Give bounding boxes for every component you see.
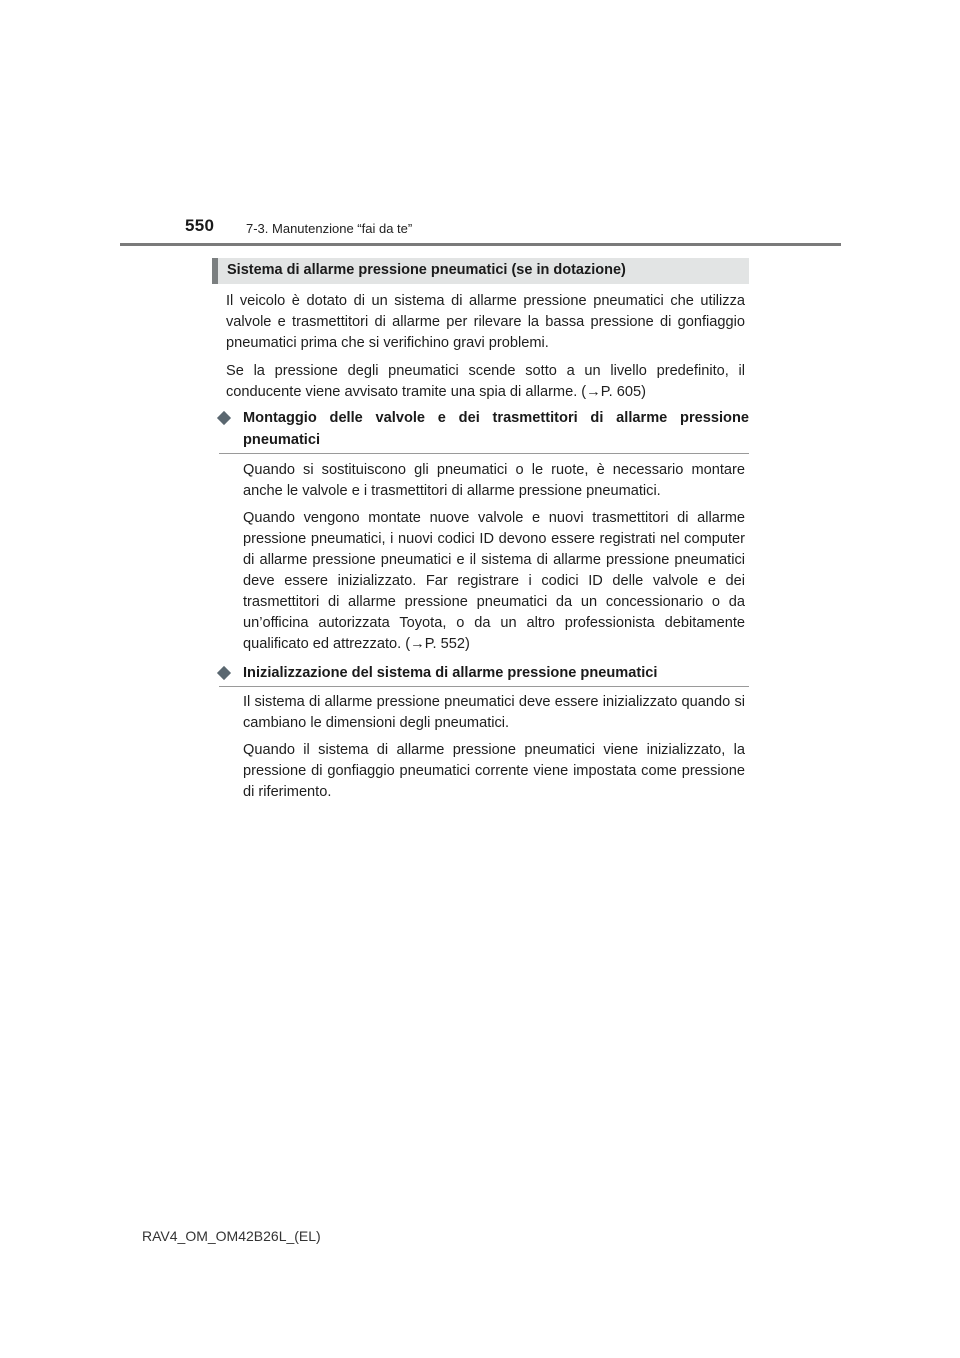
- section-label: 7-3. Manutenzione “fai da te”: [246, 221, 413, 236]
- subsection-heading-1: [219, 407, 749, 451]
- page-number: 550: [185, 216, 215, 235]
- intro-paragraph-2: Se la pressione degli pneumatici scende sotto a un livello predefinito, il conducente viene avvisato tramite una spia di allarme. (→P. 605): [226, 363, 745, 400]
- section-heading: [212, 258, 749, 284]
- diamond-bullet-icon: [217, 666, 231, 680]
- footer-document-code: RAV4_OM_OM42B26L_(EL): [142, 1228, 321, 1244]
- subsection-2-paragraph-2: Quando il sistema di allarme pressione pneumatici viene inizializzato, la pressione di gonfiaggio pneumatici corrente viene impostata come pressione di riferimento.: [243, 742, 745, 800]
- subsection-1-paragraph-2: Quando vengono montate nuove valvole e nuovi trasmettitori di allarme pressione pneumatici, i nuovi codici ID devono essere registrati nel computer di allarme pressione pneumatici e il sistema di allarme pressione pneumatici deve essere inizializzato. Far registrare i codici ID delle valvole e dei trasmettitori di allarme pressione pneumatici da un concessionario o da un’officina autorizzata Toyota, o da un altro professionista debitamente qualificato ed attrezzato. (→P. 552): [243, 510, 745, 652]
- subsection-heading-2-text: Inizializzazione del sistema di allarme pressione pneumatici: [243, 665, 658, 681]
- header-rule: [120, 243, 841, 246]
- section-heading-text: Sistema di allarme pressione pneumatici (se in dotazione): [227, 262, 626, 278]
- subsection-rule-2: [219, 686, 749, 687]
- subsection-1-paragraph-1: Quando si sostituiscono gli pneumatici o le ruote, è necessario montare anche le valvole e i trasmettitori di allarme pressione pneumatici.: [243, 462, 745, 499]
- subsection-rule-1: [219, 453, 749, 454]
- intro-paragraph-1: Il veicolo è dotato di un sistema di allarme pressione pneumatici che utilizza valvole e trasmettitori di allarme per rilevare la bassa pressione di gonfiaggio pneumatici prima che si verifichino gravi problemi.: [226, 293, 745, 351]
- subsection-heading-2: [219, 662, 749, 684]
- diamond-bullet-icon: [217, 411, 231, 425]
- subsection-heading-1-text: Montaggio delle valvole e dei trasmettitori di allarme pressione pneumatici: [243, 410, 749, 448]
- subsection-2-paragraph-1: Il sistema di allarme pressione pneumatici deve essere inizializzato quando si cambiano le dimensioni degli pneumatici.: [243, 694, 745, 731]
